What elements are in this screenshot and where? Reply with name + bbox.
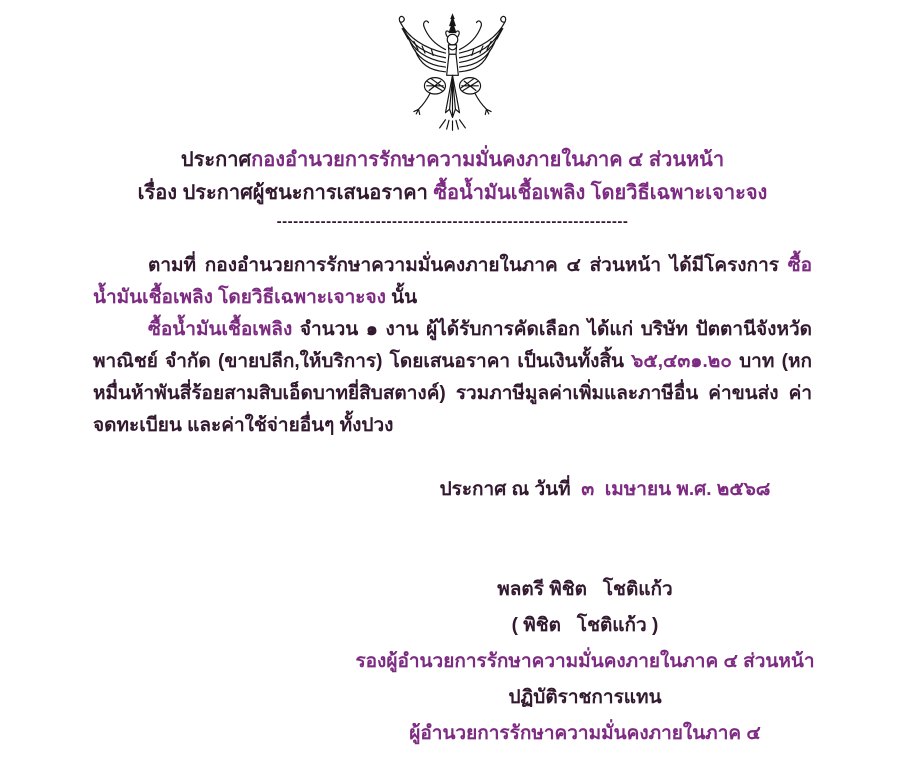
- paragraph-1: [93, 250, 812, 314]
- signer-rank-name: พลตรี พิชิต โชติแก้ว: [497, 579, 673, 600]
- acting-on-behalf: ปฏิบัติราชการแทน: [508, 687, 662, 708]
- p2-seg2: จำนวน ๑ งาน ผู้ได้รับการคัดเลือก ได้แก่ บริษัท ปัตตานีจังหวัดพาณิชย์ จำกัด (ขายปลีก,ให้บริการ) โดยเสนอราคา เป็นเงินทั้งสิ้น: [93, 319, 812, 372]
- date-value: ๓ เมษายน พ.ศ. ๒๕๖๘: [581, 479, 771, 500]
- delegating-position: ผู้อำนวยการรักษาความมั่นคงภายในภาค ๔: [409, 723, 761, 744]
- p1-seg3: นั้น: [385, 287, 418, 308]
- p2-project: ซื้อน้ำมันเชื้อเพลิง: [148, 319, 293, 340]
- title-line-1: [0, 144, 905, 177]
- signature-block: [345, 572, 825, 752]
- title-block: [0, 144, 905, 210]
- announcement-date-line: [0, 474, 905, 506]
- p2-amount: ๖๕,๔๓๑.๒๐: [631, 351, 732, 372]
- signer-position: รองผู้อำนวยการรักษาความมั่นคงภายในภาค ๔ ส่วนหน้า: [355, 651, 815, 672]
- subject-prefix: เรื่อง ประกาศผู้ชนะการเสนอราคา: [137, 182, 434, 204]
- garuda-emblem: [394, 12, 511, 138]
- date-prefix: ประกาศ ณ วันที่: [439, 479, 582, 500]
- paragraph-2: [93, 314, 812, 442]
- emblem-wrap: [0, 0, 905, 140]
- signer-name-paren: ( พิชิต โชติแก้ว ): [511, 615, 659, 636]
- p2-seg4: บาท (หกหมื่นห้าพันสี่ร้อยสามสิบเอ็ดบาทยี่สิบสตางค์) รวมภาษีมูลค่าเพิ่มและภาษีอื่น ค่าขนส่ง ค่าจดทะเบียน และค่าใช้จ่ายอื่นๆ ทั้งปวง: [93, 351, 812, 436]
- title-organization: กองอำนวยการรักษาความมั่นคงภายในภาค ๔ ส่วนหน้า: [251, 149, 725, 171]
- title-line-2: [0, 177, 905, 210]
- body-block: [93, 250, 812, 442]
- p1-seg1: ตามที่ กองอำนวยการรักษาความมั่นคงภายในภาค ๔ ส่วนหน้า ได้มีโครงการ: [148, 255, 788, 276]
- subject-project: ซื้อน้ำมันเชื้อเพลิง โดยวิธีเฉพาะเจาะจง: [433, 182, 768, 204]
- title-prefix: ประกาศ: [180, 149, 252, 171]
- p1-project: ซื้อน้ำมันเชื้อเพลิง โดยวิธีเฉพาะเจาะจง: [93, 255, 812, 308]
- dashed-divider: ----------------------------------------------------------------: [276, 213, 629, 230]
